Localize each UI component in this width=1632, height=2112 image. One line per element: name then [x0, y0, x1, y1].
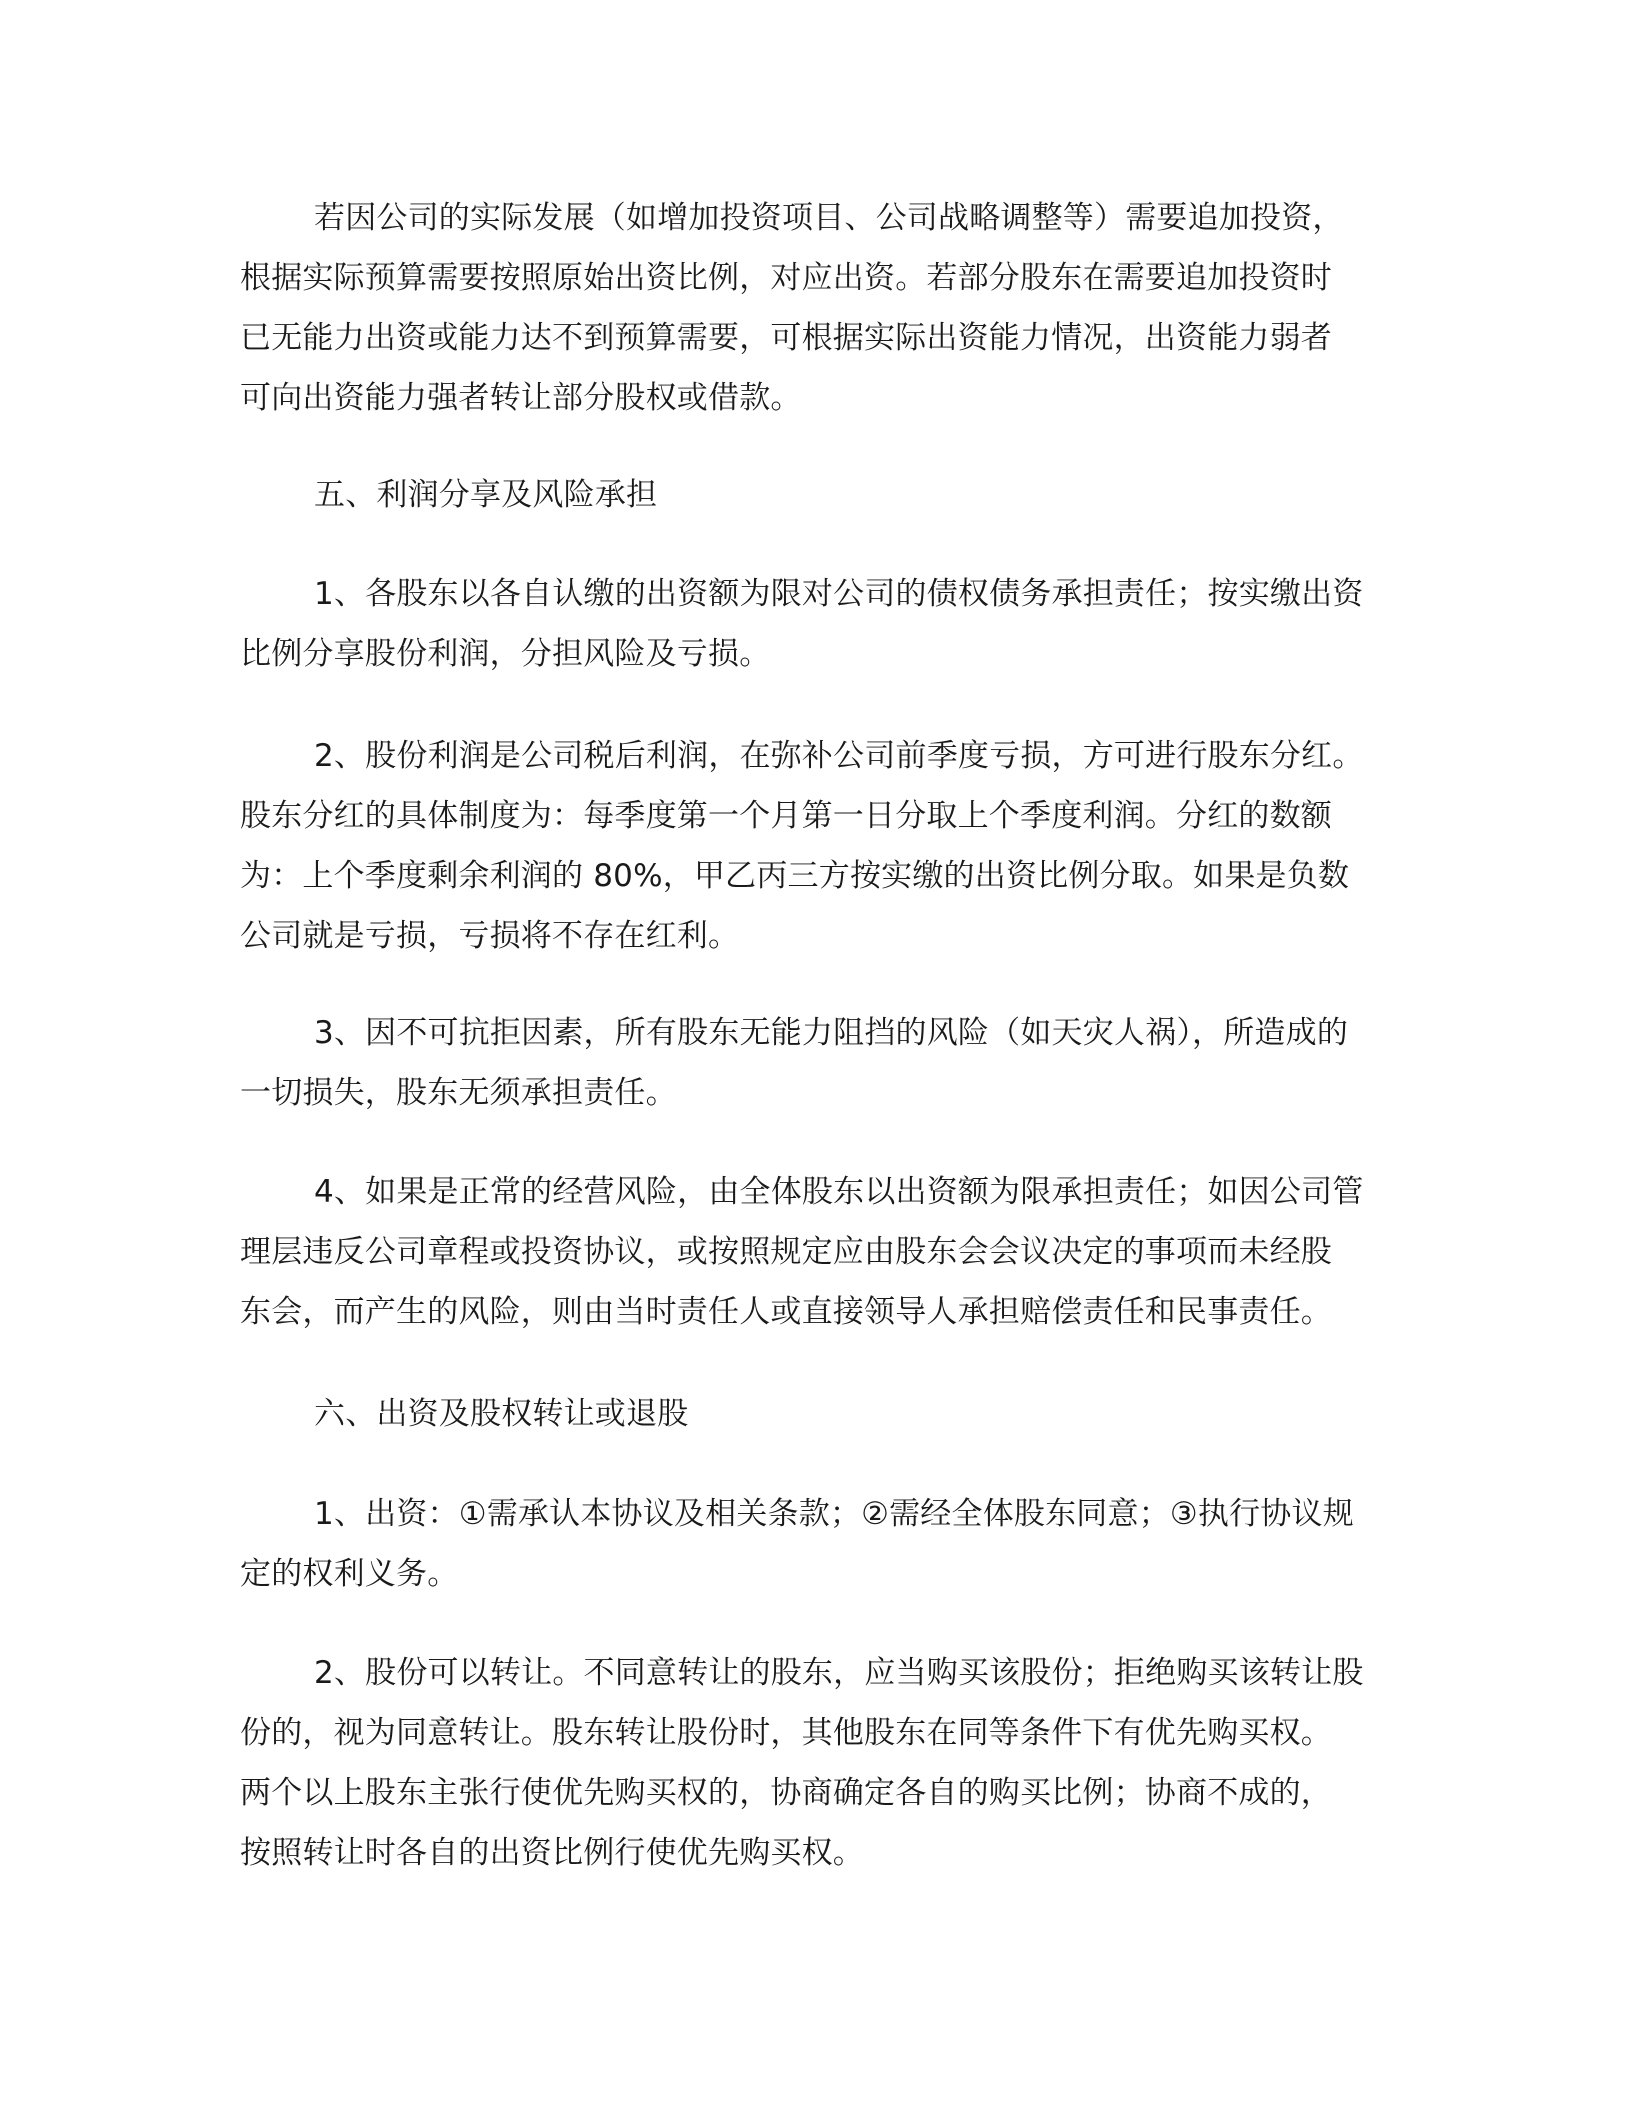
- paragraph-5-2: [240, 726, 1380, 966]
- paragraph-5-1: [240, 564, 1380, 684]
- text-line: 3、因不可抗拒因素，所有股东无能力阻挡的风险（如天灾人祸），所造成的: [314, 1015, 1349, 1051]
- section-heading-5: [240, 465, 1380, 525]
- text-line: 股东分红的具体制度为：每季度第一个月第一日分取上个季度利润。分红的数额: [240, 798, 1332, 834]
- text-line: 1、出资：①需承认本协议及相关条款；②需经全体股东同意；③执行协议规: [314, 1496, 1354, 1532]
- text-line: 东会，而产生的风险，则由当时责任人或直接领导人承担赔偿责任和民事责任。: [240, 1294, 1332, 1330]
- text-line: 比例分享股份利润，分担风险及亏损。: [240, 636, 771, 672]
- text-line: 两个以上股东主张行使优先购买权的，协商确定各自的购买比例；协商不成的，: [240, 1775, 1332, 1811]
- text-line: 份的，视为同意转让。股东转让股份时，其他股东在同等条件下有优先购买权。: [240, 1715, 1332, 1751]
- section-heading-6: [240, 1384, 1380, 1444]
- text-line: 定的权利义务。: [240, 1556, 459, 1592]
- paragraph-5-3: [240, 1003, 1380, 1123]
- text-line: 公司就是亏损，亏损将不存在红利。: [240, 918, 740, 954]
- text-line: 2、股份利润是公司税后利润，在弥补公司前季度亏损，方可进行股东分红。: [314, 738, 1364, 774]
- paragraph-6-1: [240, 1484, 1380, 1604]
- text-line: 一切损失，股东无须承担责任。: [240, 1075, 677, 1111]
- text-line: 按照转让时各自的出资比例行使优先购买权。: [240, 1835, 864, 1871]
- section-heading-text: 六、出资及股权转让或退股: [314, 1396, 689, 1432]
- text-line: 理层违反公司章程或投资协议，或按照规定应由股东会会议决定的事项而未经股: [240, 1234, 1332, 1270]
- paragraph-additional-investment: [240, 188, 1380, 428]
- text-line: 4、如果是正常的经营风险，由全体股东以出资额为限承担责任；如因公司管: [314, 1174, 1364, 1210]
- text-line: 已无能力出资或能力达不到预算需要，可根据实际出资能力情况，出资能力弱者: [240, 320, 1332, 356]
- text-line: 若因公司的实际发展（如增加投资项目、公司战略调整等）需要追加投资，: [314, 200, 1344, 236]
- text-line: 可向出资能力强者转让部分股权或借款。: [240, 380, 802, 416]
- text-line: 为：上个季度剩余利润的 80%，甲乙丙三方按实缴的出资比例分取。如果是负数: [240, 858, 1350, 894]
- section-heading-text: 五、利润分享及风险承担: [314, 477, 658, 513]
- paragraph-5-4: [240, 1162, 1380, 1342]
- paragraph-6-2: [240, 1643, 1380, 1883]
- text-line: 1、各股东以各自认缴的出资额为限对公司的债权债务承担责任；按实缴出资: [314, 576, 1364, 612]
- text-line: 2、股份可以转让。不同意转让的股东，应当购买该股份；拒绝购买该转让股: [314, 1655, 1364, 1691]
- text-line: 根据实际预算需要按照原始出资比例，对应出资。若部分股东在需要追加投资时: [240, 260, 1332, 296]
